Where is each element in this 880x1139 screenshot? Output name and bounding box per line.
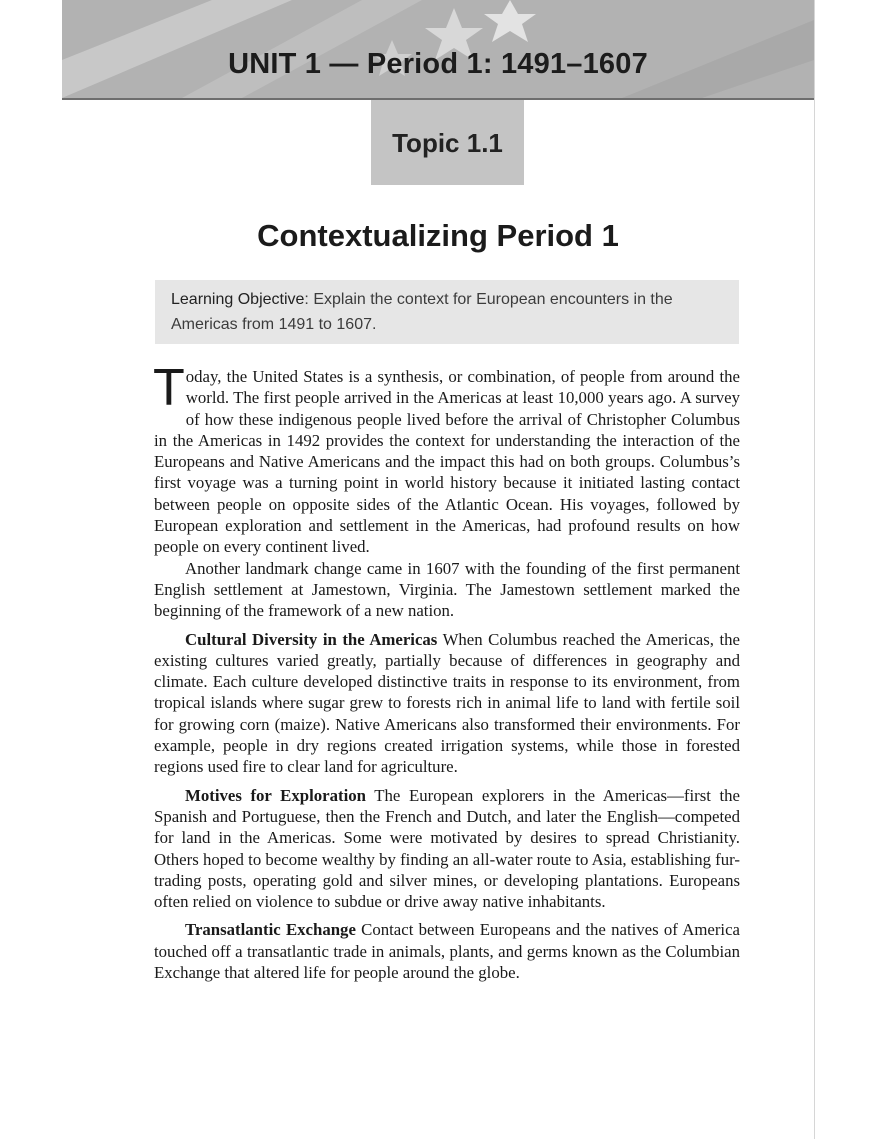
learning-objective-label: Learning Objective — [171, 291, 305, 308]
section-text: When Columbus reached the Americas, the existing cultures varied greatly, partially because of differences in geography and climate. Each culture developed distinctive traits in response to its environment, from tropical islands where sugar grew to forests rich in animal life to land with fertile soil for growing corn (maize). Native Americans also transformed their environments. For example, people in dry regions created irrigation systems, while those in forested regions used fire to clear land for agriculture. — [154, 629, 740, 777]
learning-objective-text: : Explain the context for European encounters in the Americas from 1491 to 1607. — [171, 291, 673, 333]
paragraph-jamestown: Another landmark change came in 1607 with the founding of the first permanent English settlement at Jamestown, Virginia. The Jamestown settlement marked the beginning of the framework of a new nation. — [154, 558, 740, 621]
intro-paragraph-text: oday, the United States is a synthesis, or combination, of people from around the world. The first people arrived in the Americas at least 10,000 years ago. A survey of how these indigenous people lived before the arrival of Christopher Columbus in the Americas in 1492 provides the context for understanding the interaction of the Europeans and Native Americans and the impact this had on both groups. Columbus’s first voyage was a turning point in world history because it initiated lasting contact between people on opposite sides of the Atlantic Ocean. His voyages, followed by European exploration and settlement in the Americas, had profound results on how people on every continent lived. — [154, 367, 740, 557]
intro-paragraph — [153, 359, 740, 558]
section-heading: Motives for Exploration — [185, 785, 366, 805]
topic-label-box — [371, 100, 524, 185]
section-text: The European explorers in the Americas—first the Spanish and Portuguese, then the French and Dutch, and later the English—competed for land in the Americas. Some were motivated by desires to spread Christianity. Others hoped to become wealthy by finding an all-water route to Asia, establishing fur-trading posts, operating gold and silver mines, or developing plantations. Europeans often relied on violence to subdue or drive away native inhabitants. — [154, 785, 740, 912]
section-transatlantic-exchange — [154, 919, 740, 983]
unit-header-banner — [62, 0, 814, 100]
body-text — [153, 359, 740, 983]
section-cultural-diversity — [154, 629, 740, 778]
topic-label: Topic 1.1 — [392, 128, 503, 158]
section-heading: Transatlantic Exchange — [185, 920, 356, 940]
drop-cap: T — [153, 359, 185, 417]
section-heading: Cultural Diversity in the Americas — [185, 629, 438, 649]
section-text: Contact between Europeans and the natives of America touched off a transatlantic trade in animals, plants, and germs known as the Columbian Exchange that altered life for people around the globe. — [154, 920, 740, 983]
learning-objective-box — [155, 280, 739, 344]
page-title: Contextualizing Period 1 — [257, 218, 619, 253]
unit-title: UNIT 1 — Period 1: 1491–1607 — [228, 48, 648, 80]
section-motives-exploration — [154, 785, 740, 913]
star-icon — [484, 0, 536, 42]
